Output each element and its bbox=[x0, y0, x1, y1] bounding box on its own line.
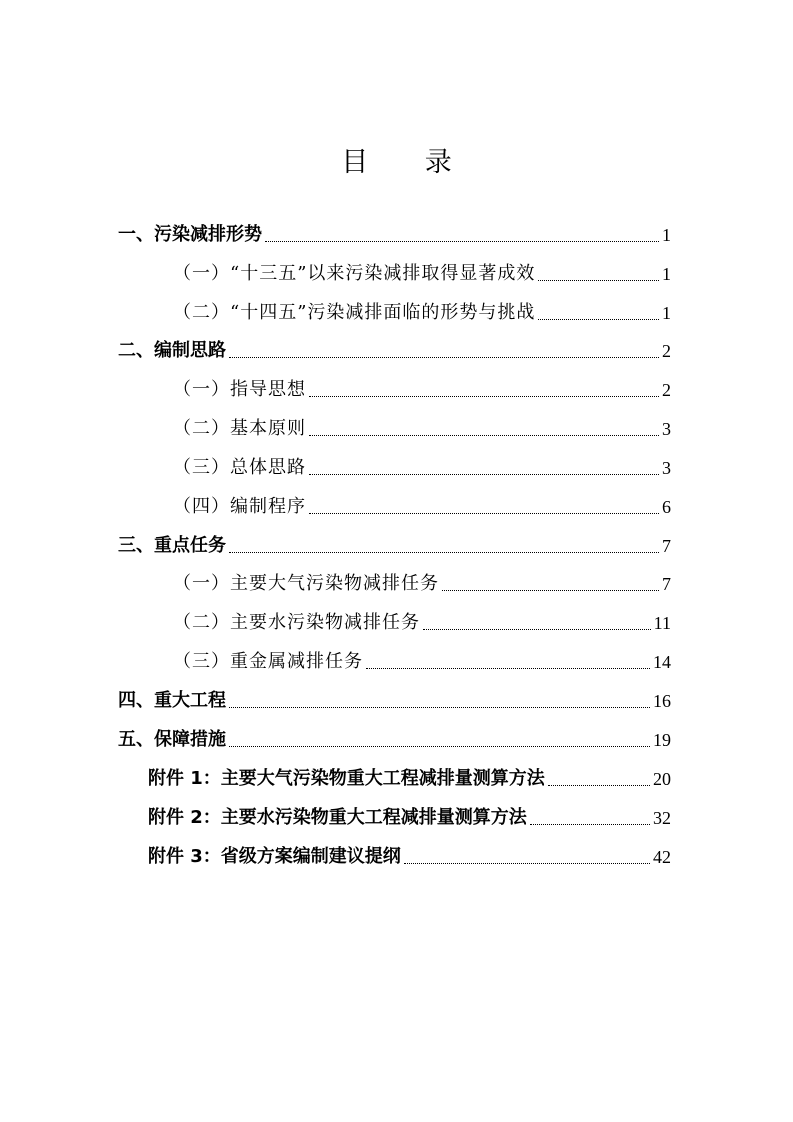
toc-entry-label: 附件 2：主要水污染物重大工程减排量测算方法 bbox=[148, 807, 527, 828]
dot-leader bbox=[548, 785, 650, 786]
toc-entry[interactable] bbox=[118, 220, 671, 250]
dot-leader bbox=[265, 241, 659, 242]
toc-entry-page: 11 bbox=[653, 613, 671, 633]
toc-entry[interactable] bbox=[118, 336, 671, 366]
toc-entry-label: （三）总体思路 bbox=[173, 457, 306, 478]
dot-leader bbox=[229, 746, 650, 747]
toc-entry[interactable] bbox=[173, 453, 671, 483]
dot-leader bbox=[530, 824, 650, 825]
page-title: 目 录 bbox=[341, 147, 476, 178]
toc-entry-label: 三、重点任务 bbox=[118, 535, 226, 556]
toc-entry[interactable] bbox=[148, 842, 671, 872]
toc-entry[interactable] bbox=[118, 531, 671, 561]
toc-entry-page: 19 bbox=[653, 730, 671, 750]
dot-leader bbox=[538, 319, 659, 320]
toc-entry-label: （二）基本原则 bbox=[173, 418, 306, 439]
toc-entry-page: 16 bbox=[653, 691, 671, 711]
toc-entry[interactable] bbox=[173, 492, 671, 522]
toc-entry[interactable] bbox=[173, 259, 671, 289]
toc-entry-label: （一）主要大气污染物减排任务 bbox=[173, 573, 439, 594]
toc-entry-label: 四、重大工程 bbox=[118, 690, 226, 711]
toc-entry-page: 6 bbox=[662, 497, 671, 517]
toc-entry[interactable] bbox=[148, 764, 671, 794]
toc-entry[interactable] bbox=[148, 803, 671, 833]
toc-entry-page: 1 bbox=[662, 264, 671, 284]
toc-entry-page: 20 bbox=[653, 769, 671, 789]
dot-leader bbox=[309, 474, 659, 475]
toc-entry-page: 1 bbox=[662, 303, 671, 323]
toc-entry-label: 附件 1：主要大气污染物重大工程减排量测算方法 bbox=[148, 768, 545, 789]
toc-entry-page: 2 bbox=[662, 341, 671, 361]
dot-leader bbox=[309, 435, 659, 436]
toc-entry[interactable] bbox=[118, 686, 671, 716]
toc-entry-page: 32 bbox=[653, 808, 671, 828]
toc-entry[interactable] bbox=[173, 608, 671, 638]
dot-leader bbox=[442, 590, 659, 591]
toc-entry[interactable] bbox=[173, 569, 671, 599]
toc-entry-label: （二）主要水污染物减排任务 bbox=[173, 612, 420, 633]
toc-entry-label: 附件 3：省级方案编制建议提纲 bbox=[148, 846, 401, 867]
toc-entry[interactable] bbox=[118, 725, 671, 755]
toc-entry-label: 一、污染减排形势 bbox=[118, 224, 262, 245]
toc-entry-label: 二、编制思路 bbox=[118, 340, 226, 361]
dot-leader bbox=[309, 396, 659, 397]
toc-entry-page: 42 bbox=[653, 847, 671, 867]
dot-leader bbox=[229, 552, 659, 553]
toc-entry-page: 14 bbox=[653, 652, 671, 672]
toc-entry-label: （三）重金属减排任务 bbox=[173, 651, 363, 672]
dot-leader bbox=[229, 707, 650, 708]
dot-leader bbox=[538, 280, 659, 281]
dot-leader bbox=[309, 513, 659, 514]
toc-entry[interactable] bbox=[173, 414, 671, 444]
dot-leader bbox=[229, 357, 659, 358]
toc-entry-page: 7 bbox=[662, 574, 671, 594]
dot-leader bbox=[404, 863, 650, 864]
toc-entry-label: （二）“十四五”污染减排面临的形势与挑战 bbox=[173, 302, 536, 323]
toc-entry-label: 五、保障措施 bbox=[118, 729, 226, 750]
toc-entry[interactable] bbox=[173, 647, 671, 677]
toc-entry[interactable] bbox=[173, 375, 671, 405]
toc-entry[interactable] bbox=[173, 298, 671, 328]
toc-entry-label: （四）编制程序 bbox=[173, 496, 306, 517]
toc-entry-page: 2 bbox=[662, 380, 671, 400]
toc-entry-page: 3 bbox=[662, 419, 671, 439]
toc-entry-label: （一）指导思想 bbox=[173, 379, 306, 400]
toc-entry-label: （一）“十三五”以来污染减排取得显著成效 bbox=[173, 263, 536, 284]
dot-leader bbox=[423, 629, 651, 630]
toc-entry-page: 7 bbox=[662, 536, 671, 556]
toc-entry-page: 3 bbox=[662, 458, 671, 478]
toc-entry-page: 1 bbox=[662, 225, 671, 245]
dot-leader bbox=[366, 668, 650, 669]
